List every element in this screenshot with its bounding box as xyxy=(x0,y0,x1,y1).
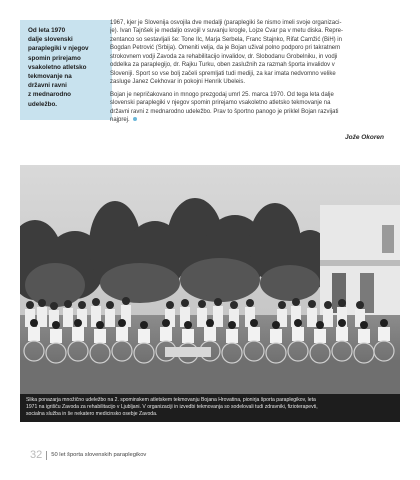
historical-group-photo xyxy=(20,165,400,394)
caption-line: 1971 na igrišču Zavoda za rehabilitacijo v Ljubljani. V organizaciji in izvedbi tekmovanja so sodelovali tudi zdravniki, fizioterapevti, xyxy=(26,404,318,410)
author-signature: Jože Okoren xyxy=(344,134,384,141)
caption-line: socialna služba in še nekatero medicinsko osebje Zavoda. xyxy=(26,411,158,417)
paragraph-1 xyxy=(110,19,402,87)
text-line: Bogdan Petrović (Srbija). Omeniti velja, da je Bojan užival polno podporo pri takratnem xyxy=(110,45,341,52)
end-of-article-dot-icon xyxy=(133,117,137,121)
text-line: 1967, kjer je Slovenija osvojila dve medalji (paraplegiki še nismo imeli svoje organizaci- xyxy=(110,20,342,26)
text-line: Bojan je nepričakovano in mnogo prezgodaj umrl 25. marca 1970. Od tega leta dalje xyxy=(110,91,334,98)
pull-quote-box xyxy=(20,20,112,120)
pull-quote-line: paraplegiki v njegov xyxy=(28,45,89,53)
text-line: Sloveniji. Šport so vse bolj začeli spremljati tudi mediji, za kar imata nedvomno velike xyxy=(110,70,336,77)
text-line: slovenski paraplegiki v njegov spomin prirejamo vsakoletno atletsko tekmovanje na xyxy=(110,100,331,107)
pull-quote-line: državni ravni xyxy=(28,82,67,90)
text-line xyxy=(110,116,402,124)
page-number: 32 xyxy=(30,449,43,461)
pull-quote-line: z mednarodno xyxy=(28,91,72,99)
pull-quote-line: spomin prirejamo xyxy=(28,54,81,62)
paragraph-2 xyxy=(110,91,402,125)
page-footer xyxy=(30,448,146,462)
text-line: strokovnem vodji Zavoda za rehabilitacijo invalidov, dr. Slobodanu Grobelniku, in vodji xyxy=(110,53,338,60)
pull-quote-line: Od leta 1970 xyxy=(28,27,66,34)
pull-quote-line: vsakoletno atletsko xyxy=(28,63,87,71)
photo-illustration xyxy=(20,165,400,394)
photo-caption xyxy=(20,394,400,422)
text-line: državni ravni z mednarodno udeležbo. Prav to športno panogo je priklel Bojan razvijati xyxy=(110,108,339,115)
text-line: oddelka za paraplegijo, dr. Rajku Turku, oben zaslužnih za razmah športa invalidov v xyxy=(110,62,335,69)
publication-title: 50 let športa slovenskih paraplegikov xyxy=(51,452,147,458)
pull-quote-line: dalje slovenski xyxy=(28,36,73,44)
pull-quote-line: tekmovanje na xyxy=(28,73,72,81)
text-line: zasluge Janez Cekhovar in pokojni Henrik Ubeleis. xyxy=(110,79,246,86)
caption-line: Slika ponazarja množično udeležbo na 2. spominskem atletskem tekmovanju Bojana Hrovatina, pionirja športa paraplegikov, leta xyxy=(26,397,316,403)
article-body xyxy=(110,19,402,124)
footer-divider xyxy=(46,451,47,460)
text-line: je). Ivan Tajnšek je medaljo osvojil v suvanju krogle, Lojze Cvar pa v metu diska. Repre- xyxy=(110,28,343,35)
pull-quote-line: udeležbo. xyxy=(28,100,58,108)
text-line-final: najprej. xyxy=(110,116,130,123)
text-line: zentanco so sestavljali še: Tone Ilc, Marja Šerbela, Franc Stajnko, Rifat Čamžić (BiH) in xyxy=(110,36,342,43)
